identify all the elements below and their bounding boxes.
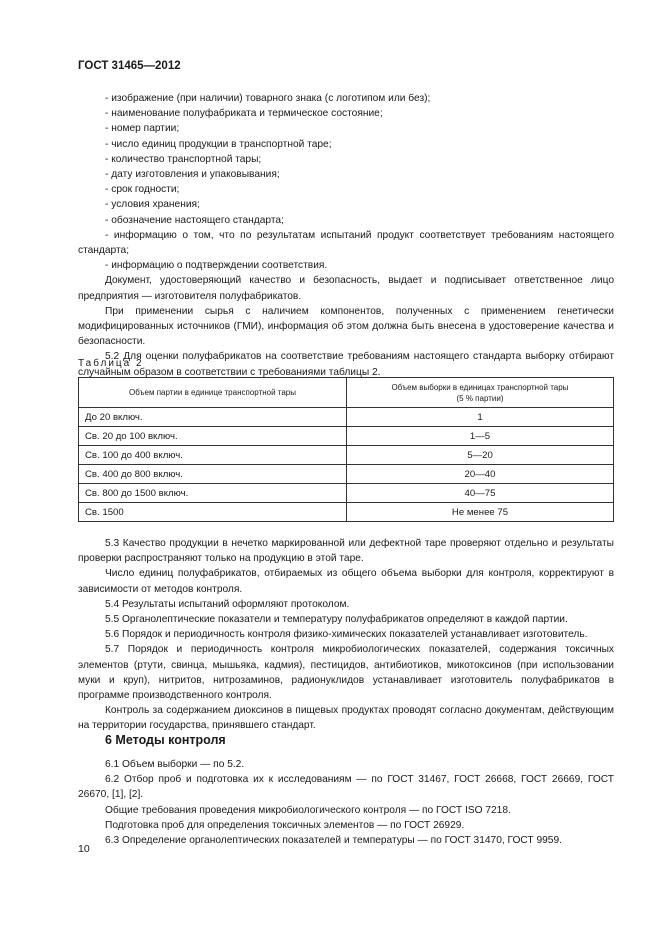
paragraph: 5.5 Органолептические показатели и температуру полуфабрикатов определяют в каждой партии. — [105, 614, 568, 626]
text-block-marking — [78, 91, 614, 380]
list-item: - число единиц продукции в транспортной таре; — [105, 138, 332, 150]
document-header: ГОСТ 31465—2012 — [78, 60, 181, 72]
table-header-line: Объем выборки в единицах транспортной тары — [391, 382, 569, 392]
list-item: - изображение (при наличии) товарного знака (с логотипом или без); — [105, 93, 431, 104]
table-cell: Св. 400 до 800 включ. — [79, 465, 347, 484]
table-cell: 1—5 — [347, 427, 614, 446]
list-item: - наименование полуфабриката и термическое состояние; — [105, 108, 383, 120]
list-item: - дату изготовления и упаковывания; — [105, 169, 280, 181]
text-block-methods — [78, 757, 614, 848]
text-block-sampling — [78, 536, 614, 734]
table-row — [79, 427, 614, 446]
paragraph: 6.3 Определение органолептических показателей и температуры — по ГОСТ 31470, ГОСТ 9959. — [105, 835, 562, 847]
page-number: 10 — [78, 843, 90, 855]
list-item: - количество транспортной тары; — [105, 153, 262, 165]
paragraph: Документ, удостоверяющий качество и безопасность, выдает и подписывает ответственное лицо предприятия — изготовителя полуфабрикатов. — [78, 275, 614, 302]
paragraph: 6.1 Объем выборки — по 5.2. — [105, 759, 245, 770]
paragraph: Подготовка проб для определения токсичных элементов — по ГОСТ 26929. — [105, 819, 465, 831]
table-header-cell — [347, 378, 614, 408]
table-cell: Не менее 75 — [347, 503, 614, 522]
table-row — [79, 503, 614, 522]
table-cell: 40—75 — [347, 484, 614, 503]
list-item: - обозначение настоящего стандарта; — [105, 214, 284, 226]
table-cell: До 20 включ. — [79, 408, 347, 427]
section-heading: 6 Методы контроля — [105, 733, 226, 747]
table-cell: Св. 20 до 100 включ. — [79, 427, 347, 446]
table-row — [79, 465, 614, 484]
table-row — [79, 408, 614, 427]
table-cell: 5—20 — [347, 446, 614, 465]
paragraph: Общие требования проведения микробиологического контроля — по ГОСТ ISO 7218. — [105, 804, 511, 816]
list-item: - информацию о подтверждении соответствия. — [105, 260, 328, 272]
table-cell: 20—40 — [347, 465, 614, 484]
table-row — [79, 446, 614, 465]
table-cell: Св. 800 до 1500 включ. — [79, 484, 347, 503]
paragraph: Контроль за содержанием диоксинов в пищевых продуктах проводят согласно документам, действующим на территории государства, принявшего стандарт. — [78, 705, 614, 732]
table-header-row — [79, 378, 614, 408]
table-caption: Таблица 2 — [78, 358, 144, 369]
table-cell: 1 — [347, 408, 614, 427]
table-row — [79, 484, 614, 503]
list-item: - информацию о том, что по результатам испытаний продукт соответствует требованиям настоящего стандарта; — [78, 229, 614, 257]
paragraph: 6.2 Отбор проб и подготовка их к исследованиям — по ГОСТ 31467, ГОСТ 26668, ГОСТ 26669, ГОСТ 26670, [1], [2]. — [78, 774, 614, 801]
paragraph: Число единиц полуфабрикатов, отбираемых из общего объема выборки для контроля, корректируют в зависимости от методов контроля. — [78, 568, 614, 595]
paragraph: 5.7 Порядок и периодичность контроля микробиологических показателей, содержания токсичных элементов (ртути, свинца, мышьяка, кадмия), пестицидов, антибиотиков, микотоксинов (при использовании муки и круп), нитритов, нитрозаминов, радионуклидов устанавливает изготовитель полуфабрикатов в программе производственного контроля. — [78, 644, 614, 702]
paragraph: 5.3 Качество продукции в нечетко маркированной или дефектной таре проверяют отдельно и результаты проверки распространяют только на продукцию в этой таре. — [78, 538, 614, 565]
table-header-line: (5 % партии) — [456, 393, 504, 403]
list-item: - условия хранения; — [105, 199, 200, 211]
paragraph: 5.2 Для оценки полуфабрикатов на соответствие требованиям настоящего стандарта выборку отбирают случайным образом в соответствии с требованиями таблицы 2. — [78, 351, 614, 378]
list-item: - номер партии; — [105, 123, 180, 135]
sample-size-table — [78, 377, 614, 522]
table-cell: Св. 1500 — [79, 503, 347, 522]
paragraph: 5.4 Результаты испытаний оформляют протоколом. — [105, 598, 350, 610]
paragraph: При применении сырья с наличием компонентов, полученных с применением генетически модифицированных источников (ГМИ), информация об этом должна быть внесена в удостоверение качества и безопасности. — [78, 305, 614, 348]
list-item: - срок годности; — [105, 184, 180, 196]
table-header-cell: Объем партии в единице транспортной тары — [79, 378, 347, 408]
paragraph: 5.6 Порядок и периодичность контроля физико-химических показателей устанавливает изготовитель. — [105, 629, 588, 641]
table-cell: Св. 100 до 400 включ. — [79, 446, 347, 465]
